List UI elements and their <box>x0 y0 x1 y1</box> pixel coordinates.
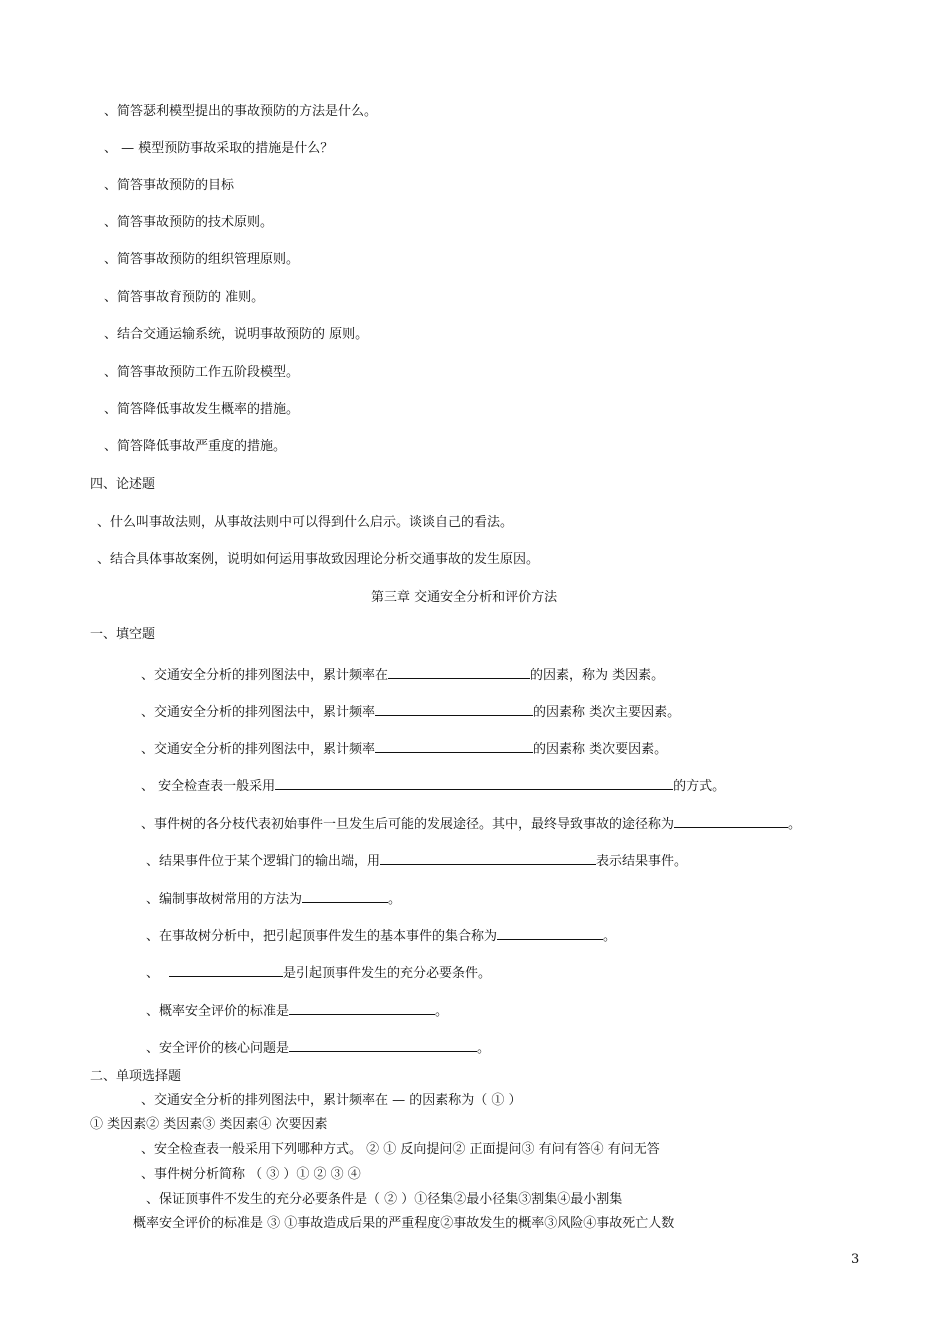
question-8: 、简答事故预防工作五阶段模型。 <box>104 365 300 380</box>
fill-item <box>146 925 616 946</box>
fill-item-text: 、概率安全评价的标准是 <box>146 1004 290 1019</box>
fill-item-text: 、 <box>146 966 160 981</box>
choice-options-1: ① 类因素② 类因素③ 类因素④ 次要因素 <box>90 1117 328 1132</box>
answer-blank[interactable] <box>380 850 596 865</box>
section-heading-fill: 一、填空题 <box>90 627 156 642</box>
fill-item <box>141 701 680 722</box>
question-1: 、简答瑟利模型提出的事故预防的方法是什么。 <box>104 104 378 119</box>
question-5: 、简答事故预防的组织管理原则。 <box>104 252 300 267</box>
fill-item-text: 。 <box>788 817 802 832</box>
fill-item-text: 的因素称 类次要因素。 <box>533 742 668 757</box>
question-6: 、简答事故育预防的 准则。 <box>104 290 265 305</box>
fill-item-text: 。 <box>477 1041 491 1056</box>
fill-item-text: 、事件树的各分枝代表初始事件一旦发生后可能的发展途径。其中，最终导致事故的途径称为 <box>141 817 675 832</box>
essay-question-2: 、结合具体事故案例，说明如何运用事故致因理论分析交通事故的发生原因。 <box>97 552 540 567</box>
choice-question-3: 、事件树分析简称 （ ③ ）① ② ③ ④ <box>141 1167 361 1182</box>
fill-item-text: 。 <box>388 892 402 907</box>
section-heading-essay: 四、论述题 <box>90 477 156 492</box>
fill-item-text: 、交通安全分析的排列图法中，累计频率在 <box>141 668 389 683</box>
fill-item <box>141 775 725 796</box>
fill-item <box>141 813 801 834</box>
fill-item-text: 表示结果事件。 <box>596 854 688 869</box>
fill-item-text: 。 <box>435 1004 449 1019</box>
answer-blank[interactable] <box>674 813 788 828</box>
fill-item <box>141 664 664 685</box>
question-10: 、简答降低事故严重度的措施。 <box>104 439 287 454</box>
fill-item-text: 、在事故树分析中，把引起顶事件发生的基本事件的集合称为 <box>146 929 498 944</box>
question-9: 、简答降低事故发生概率的措施。 <box>104 402 300 417</box>
fill-item <box>146 888 401 909</box>
answer-blank[interactable] <box>497 925 603 940</box>
fill-item <box>146 1000 448 1021</box>
question-3: 、简答事故预防的目标 <box>104 178 235 193</box>
answer-blank[interactable] <box>289 1037 477 1052</box>
fill-item <box>146 850 687 871</box>
fill-item-text: 的因素，称为 类因素。 <box>530 668 665 683</box>
answer-blank[interactable] <box>375 738 533 753</box>
fill-item-text: 、编制事故树常用的方法为 <box>146 892 303 907</box>
choice-question-4: 、保证顶事件不发生的充分必要条件是（ ② ）①径集②最小径集③割集④最小割集 <box>146 1192 623 1207</box>
fill-item-text: 、结果事件位于某个逻辑门的输出端，用 <box>146 854 381 869</box>
answer-blank[interactable] <box>375 701 533 716</box>
answer-blank[interactable] <box>302 888 388 903</box>
answer-blank[interactable] <box>275 775 673 790</box>
answer-blank[interactable] <box>388 664 530 679</box>
question-4: 、简答事故预防的技术原则。 <box>104 215 274 230</box>
chapter-title: 第三章 交通安全分析和评价方法 <box>371 590 558 605</box>
fill-item-text: 、安全评价的核心问题是 <box>146 1041 290 1056</box>
answer-blank[interactable] <box>169 962 283 977</box>
fill-item <box>146 962 491 983</box>
choice-question-5: 概率安全评价的标准是 ③ ①事故造成后果的严重程度②事故发生的概率③风险④事故死亡人数 <box>133 1216 675 1231</box>
section-heading-choice: 二、单项选择题 <box>90 1069 182 1084</box>
fill-item <box>146 1037 490 1058</box>
fill-item-text: 、交通安全分析的排列图法中，累计频率 <box>141 705 376 720</box>
answer-blank[interactable] <box>289 1000 435 1015</box>
fill-item-text: 的因素称 类次主要因素。 <box>533 705 681 720</box>
fill-item-text: 。 <box>603 929 617 944</box>
fill-item <box>141 738 667 759</box>
page-number: 3 <box>851 1252 860 1267</box>
question-2: 、 — 模型预防事故采取的措施是什么？ <box>104 141 334 156</box>
essay-question-1: 、什么叫事故法则，从事故法则中可以得到什么启示。谈谈自己的看法。 <box>97 515 514 530</box>
fill-item-text: 的方式。 <box>673 779 726 794</box>
choice-question-1: 、交通安全分析的排列图法中，累计频率在 — 的因素称为（ ① ） <box>141 1093 522 1108</box>
choice-question-2: 、安全检查表一般采用下列哪种方式。 ② ① 反向提问② 正面提问③ 有问有答④ 有问无答 <box>141 1142 660 1157</box>
fill-item-text: 是引起顶事件发生的充分必要条件。 <box>283 966 492 981</box>
fill-item-text: 、交通安全分析的排列图法中，累计频率 <box>141 742 376 757</box>
fill-item-text: 、 安全检查表一般采用 <box>141 779 276 794</box>
question-7: 、结合交通运输系统，说明事故预防的 原则。 <box>104 327 369 342</box>
